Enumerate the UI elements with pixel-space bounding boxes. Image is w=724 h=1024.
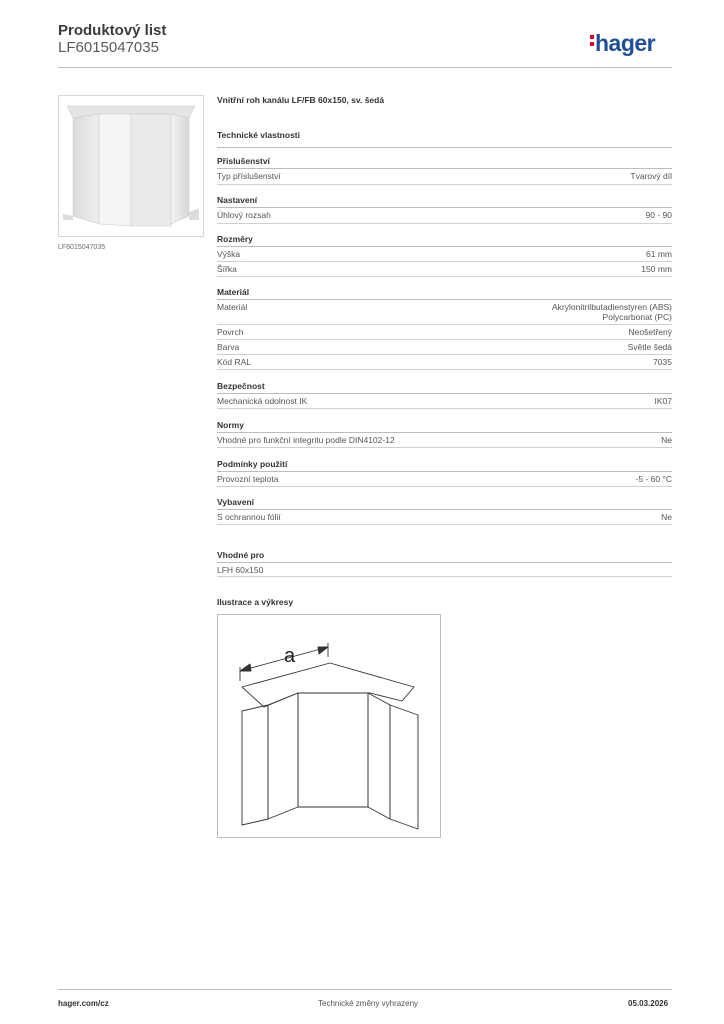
row-divider — [217, 447, 672, 448]
section-divider — [217, 562, 672, 563]
footer-website-link[interactable]: hager.com/cz — [58, 999, 109, 1008]
row-divider — [217, 524, 672, 525]
section-divider — [217, 471, 672, 472]
section-title: Podmínky použití — [217, 459, 288, 469]
spec-value: Akrylonitrilbutadienstyren (ABS) — [552, 302, 672, 312]
section-divider — [217, 246, 672, 247]
suitable-title: Vhodné pro — [217, 550, 265, 560]
product-code: LF6015047035 — [58, 39, 159, 56]
spec-value: Ne — [661, 512, 672, 522]
inner-corner-drawing-icon — [218, 615, 440, 837]
suitable-value: LFH 60x150 — [217, 565, 264, 575]
logo-text: hager — [595, 30, 656, 56]
spec-value: Neošetřený — [628, 327, 672, 337]
spec-value: Tvarový díl — [630, 171, 672, 181]
spec-key: Úhlový rozsah — [217, 210, 271, 220]
row-divider — [217, 486, 672, 487]
spec-key: Mechanická odolnost IK — [217, 396, 308, 406]
spec-key: Kód RAL — [217, 357, 252, 367]
section-divider — [217, 207, 672, 208]
spec-key: Barva — [217, 342, 240, 352]
section-title: Rozměry — [217, 234, 253, 244]
section-divider — [217, 509, 672, 510]
photo-caption: LF6015047035 — [58, 244, 106, 251]
row-divider — [217, 276, 672, 277]
footer-disclaimer: Technické změny vyhrazeny — [318, 999, 419, 1008]
spec-value: Světle šedá — [627, 342, 672, 352]
row-divider — [217, 369, 672, 370]
product-name: Vnitřní roh kanálu LF/FB 60x150, sv. šedá — [217, 95, 385, 105]
tech-heading: Technické vlastnosti — [217, 130, 300, 140]
section-title: Normy — [217, 420, 244, 430]
product-photo — [58, 95, 204, 237]
section-title: Vybavení — [217, 497, 255, 507]
header-divider — [58, 67, 672, 68]
page-title: Produktový list — [58, 22, 167, 39]
section-divider — [217, 393, 672, 394]
spec-key: S ochrannou fólií — [217, 512, 281, 522]
section-divider — [217, 168, 672, 169]
spec-value: 61 mm — [646, 249, 672, 259]
spec-value: 150 mm — [641, 264, 672, 274]
spec-key: Výška — [217, 249, 241, 259]
illustrations-title: Ilustrace a výkresy — [217, 597, 294, 607]
row-divider — [217, 261, 672, 262]
dimension-label: a — [284, 645, 296, 667]
spec-value: Ne — [661, 435, 672, 445]
section-title: Nastavení — [217, 195, 258, 205]
logo-dots-icon — [590, 32, 595, 49]
row-divider — [217, 408, 672, 409]
hager-logo — [590, 30, 655, 57]
spec-value: 90 - 90 — [645, 210, 672, 220]
spec-key: Materiál — [217, 302, 248, 312]
section-title: Materiál — [217, 287, 250, 297]
footer-divider — [58, 989, 672, 990]
row-divider — [217, 339, 672, 340]
row-divider — [217, 324, 672, 325]
section-divider — [217, 299, 672, 300]
spec-key: Povrch — [217, 327, 244, 337]
spec-value: 7035 — [653, 357, 672, 367]
section-title: Příslušenství — [217, 156, 270, 166]
row-divider — [217, 184, 672, 185]
spec-value: IK07 — [654, 396, 672, 406]
technical-drawing — [217, 614, 441, 838]
spec-value: -5 - 60 °C — [635, 474, 672, 484]
row-divider — [217, 354, 672, 355]
spec-value-2: Polycarbonat (PC) — [602, 312, 672, 322]
spec-key: Vhodné pro funkční integritu podle DIN4102-12 — [217, 435, 395, 445]
spec-key: Šířka — [217, 264, 237, 274]
inner-corner-photo-icon — [59, 96, 203, 236]
row-divider — [217, 576, 672, 577]
tech-divider — [217, 147, 672, 148]
section-divider — [217, 432, 672, 433]
spec-key: Typ příslušenství — [217, 171, 281, 181]
footer-date: 05.03.2026 — [628, 999, 669, 1008]
section-title: Bezpečnost — [217, 381, 265, 391]
spec-key: Provozní teplota — [217, 474, 279, 484]
row-divider — [217, 223, 672, 224]
